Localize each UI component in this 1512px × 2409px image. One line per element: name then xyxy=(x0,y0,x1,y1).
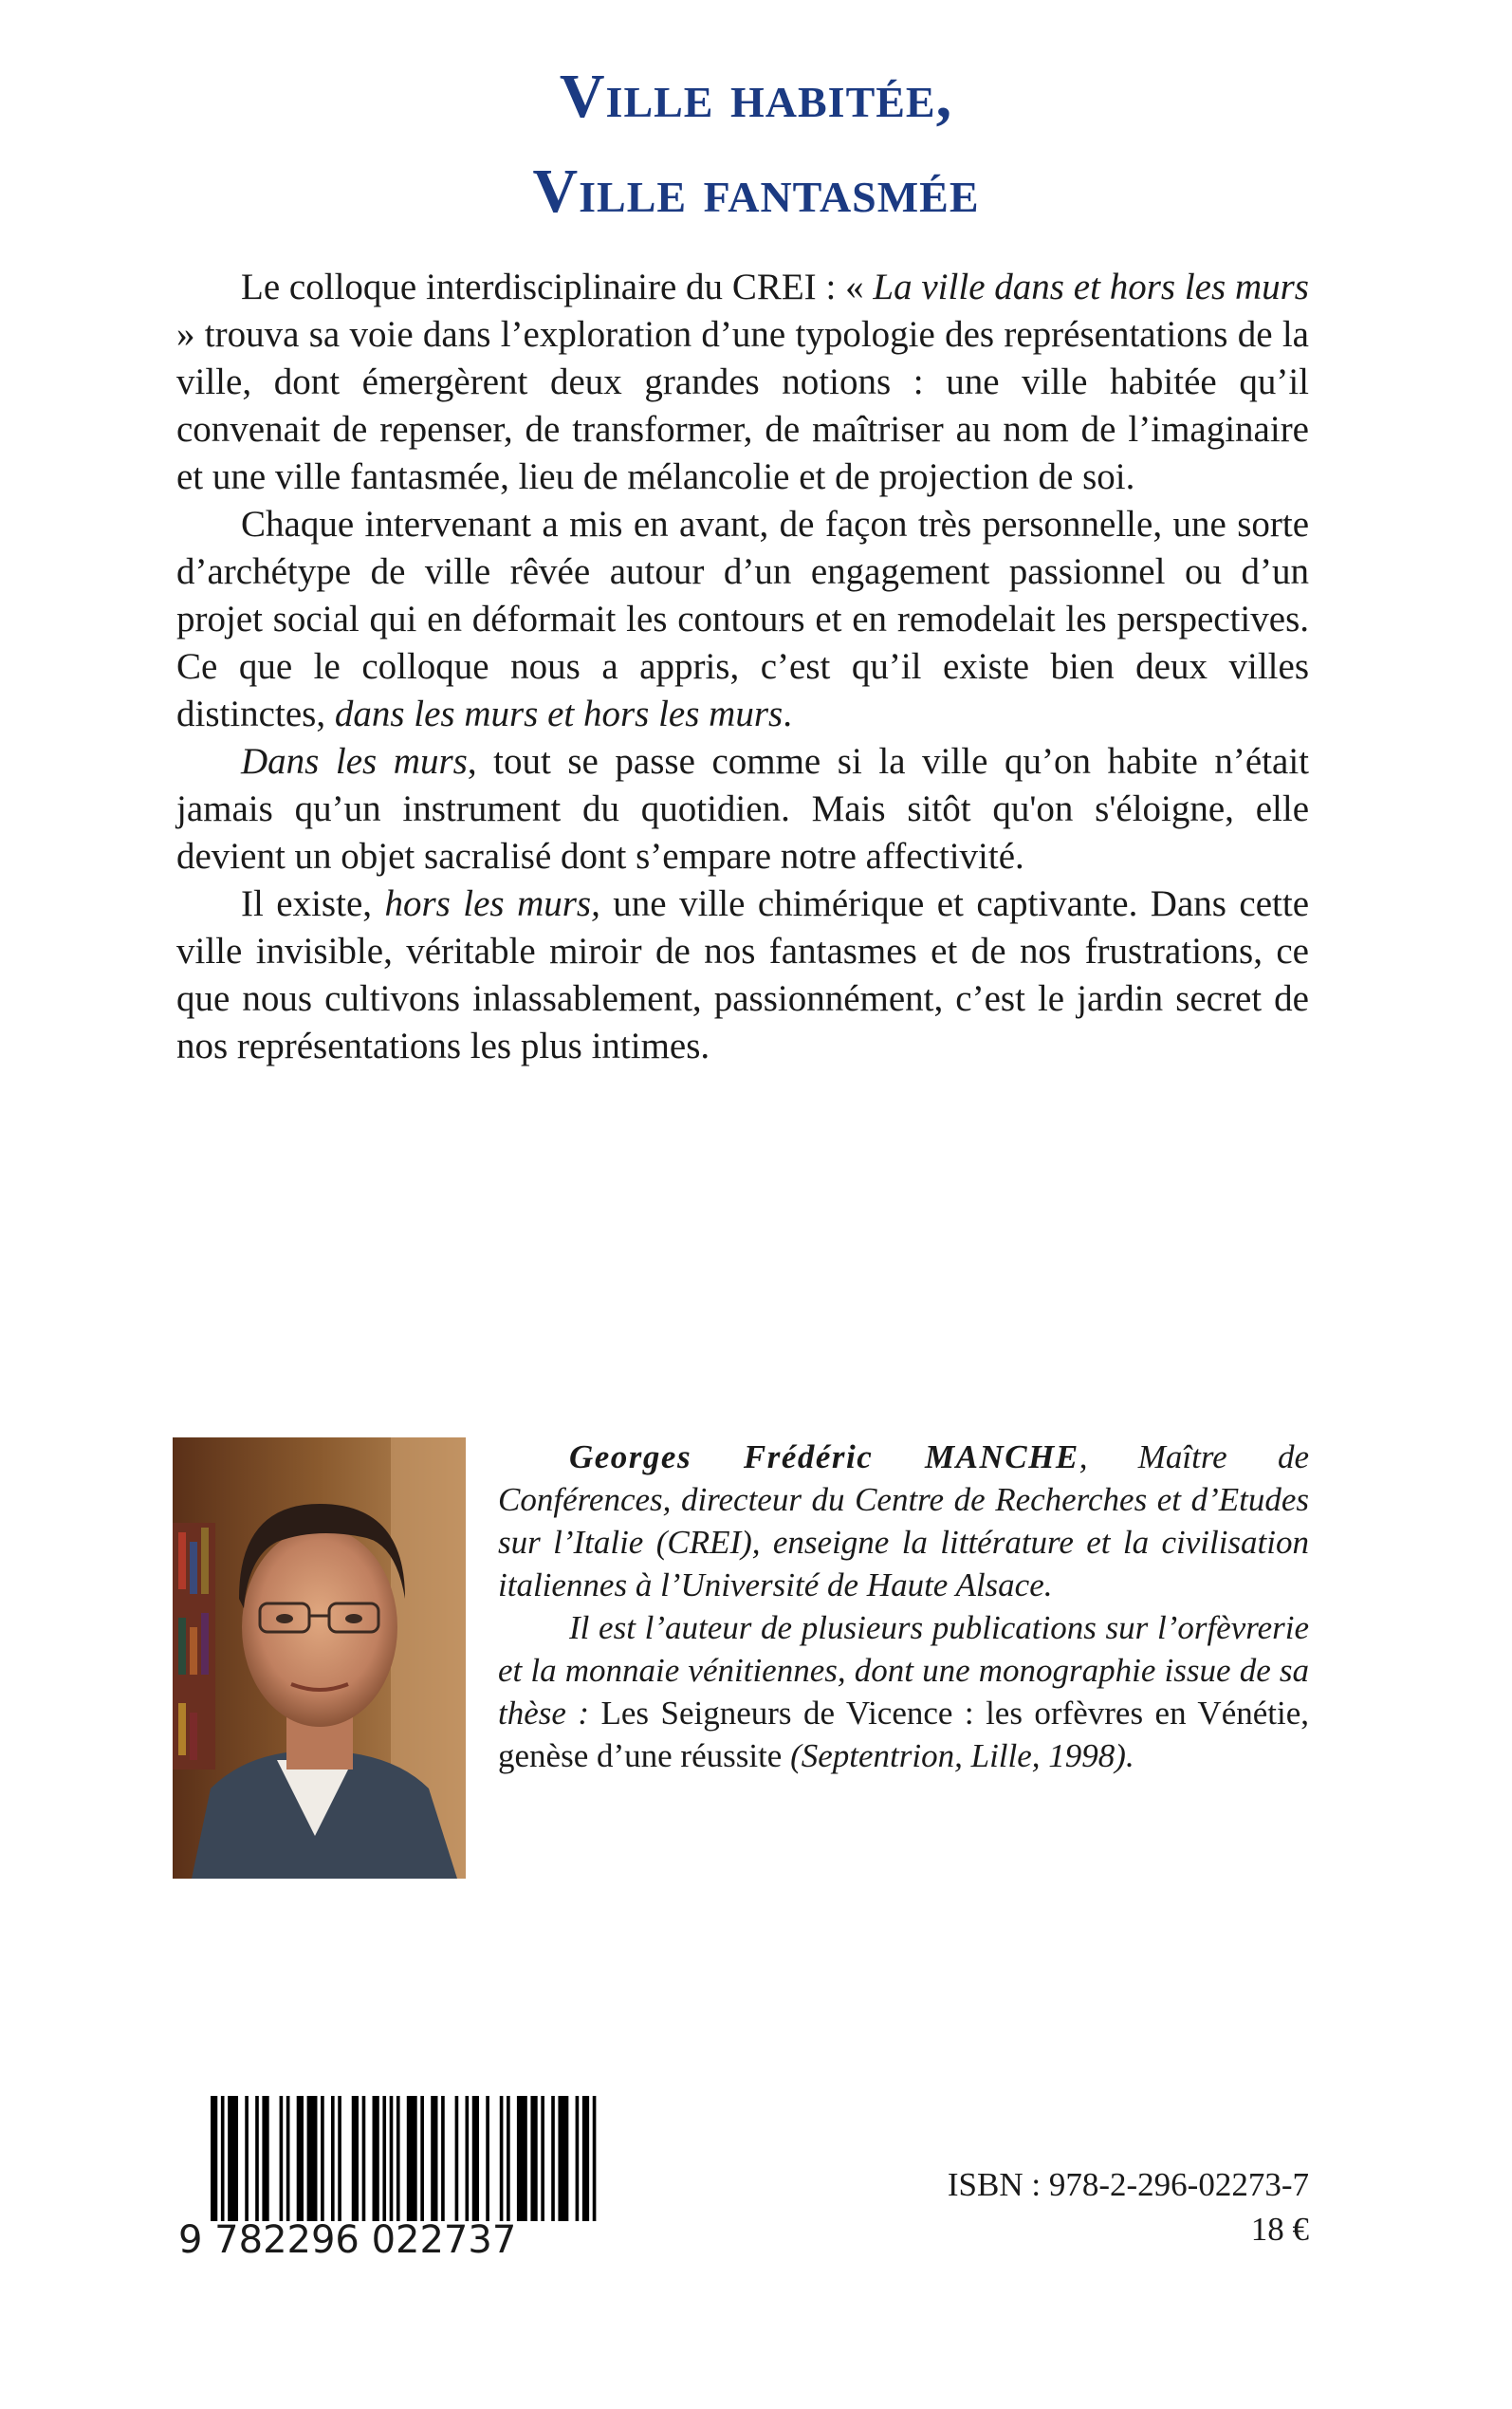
barcode-bar xyxy=(541,2096,544,2221)
barcode-bar xyxy=(593,2096,597,2221)
isbn: ISBN : 978-2-296-02273-7 xyxy=(947,2166,1309,2203)
barcode-bar xyxy=(507,2096,510,2221)
book-reference: Les Seigneurs de Vicence : les orfèvres en Vénétie, genèse d’une réussite xyxy=(498,1695,1310,1774)
italic-span: Dans les murs xyxy=(241,741,468,782)
barcode-bar xyxy=(245,2096,249,2221)
barcode-bar xyxy=(262,2096,268,2221)
barcode-bar xyxy=(472,2096,479,2221)
blurb-paragraph-4 xyxy=(176,880,1309,1070)
barcode-bar xyxy=(576,2096,580,2221)
author-bio xyxy=(498,1436,1309,1777)
barcode-bar xyxy=(551,2096,555,2221)
blurb-paragraph-1 xyxy=(176,264,1309,501)
blurb-paragraph-2 xyxy=(176,501,1309,738)
italic-span: La ville dans et hors les murs xyxy=(873,267,1309,307)
blurb xyxy=(176,264,1309,1070)
barcode-bar xyxy=(486,2096,489,2221)
barcode-bar xyxy=(390,2096,394,2221)
author-photo xyxy=(173,1437,466,1879)
barcode-bar xyxy=(396,2096,400,2221)
blurb-paragraph-3 xyxy=(176,738,1309,880)
title-line-1: Ville habitée, xyxy=(559,62,953,131)
barcode-bar xyxy=(373,2096,379,2221)
barcode-bar xyxy=(286,2096,290,2221)
barcode-bar xyxy=(211,2096,217,2221)
barcode-bar xyxy=(441,2096,445,2221)
barcode-bar xyxy=(500,2096,504,2221)
barcode-bar xyxy=(331,2096,335,2221)
italic-span: dans les murs et hors les murs xyxy=(334,694,784,734)
bio-paragraph-2 xyxy=(498,1606,1309,1777)
barcode-bar xyxy=(407,2096,417,2221)
text-span: Il est l’auteur de plusieurs publications sur l’orfèvrerie et la monnaie vénitiennes, dont une monographie issue de sa thèse : xyxy=(498,1609,1309,1732)
italic-span: hors les murs, xyxy=(384,883,600,924)
text-span: Chaque intervenant a mis en avant, de façon très personnelle, une sorte d’archétype de ville rêvée autour d’un engagement passionnel ou d’un projet social qui en déformait les contours et en remodelait les perspectives. Ce que le colloque nous a appris, c’est qu’il existe bien deux villes distinctes, xyxy=(176,504,1309,734)
text-span: » trouva sa voie dans l’exploration d’une typologie des représentations de la ville, dont émergèrent deux grandes notions : une ville habitée qu’il convenait de repenser, de transformer, de maîtriser au nom de l’imaginaire et une ville fantasmée, lieu de mélancolie et de projection de soi. xyxy=(176,314,1309,497)
barcode-bar xyxy=(362,2096,366,2221)
barcode-bar xyxy=(297,2096,304,2221)
title-line-2: Ville fantasmée xyxy=(532,157,980,226)
barcode-digits: 9 782296 022737 xyxy=(178,2218,517,2262)
barcode xyxy=(211,2096,599,2221)
barcode-bar xyxy=(228,2096,238,2221)
bio-paragraph-1 xyxy=(498,1436,1309,1606)
barcode-bar xyxy=(558,2096,568,2221)
barcode-bar xyxy=(307,2096,318,2221)
barcode-bar xyxy=(530,2096,537,2221)
barcode-bar xyxy=(431,2096,437,2221)
barcode-bar xyxy=(280,2096,284,2221)
barcode-bar xyxy=(321,2096,324,2221)
barcode-bar xyxy=(517,2096,527,2221)
barcode-bar xyxy=(420,2096,424,2221)
text-span: , tout se passe comme si la ville qu’on habite n’était jamais qu’un instrument du quotidien. Mais sitôt qu'on s'éloigne, elle devient un objet sacralisé dont s’empare notre affectivité. xyxy=(176,741,1309,877)
barcode-bar xyxy=(466,2096,470,2221)
text-span: . xyxy=(783,694,792,734)
text-span: Le colloque interdisciplinaire du CREI : « xyxy=(241,267,874,307)
barcode-bar xyxy=(382,2096,386,2221)
barcode-bar xyxy=(255,2096,259,2221)
barcode-bar xyxy=(338,2096,341,2221)
text-span: Il existe, xyxy=(241,883,385,924)
barcode-bar xyxy=(582,2096,589,2221)
price: 18 € xyxy=(1250,2211,1309,2248)
book-title xyxy=(0,49,1512,239)
text-span: (Septentrion, Lille, 1998). xyxy=(782,1737,1134,1774)
barcode-bar xyxy=(221,2096,225,2221)
text-span: , Maître de Conférences, directeur du Centre de Recherches et d’Etudes sur l’Italie (CREI), enseigne la littérature et la civilisation italiennes à l’Université de Haute Alsace. xyxy=(498,1438,1309,1603)
text-span: une ville chimérique et captivante. Dans cette ville invisible, véritable miroir de nos fantasmes et de nos frustrations, ce que nous cultivons inlassablement, passionnément, c’est le jardin secret de nos représentations les plus intimes. xyxy=(176,883,1310,1066)
barcode-bar xyxy=(352,2096,359,2221)
author-name: Georges Frédéric MANCHE xyxy=(569,1438,1079,1475)
barcode-bar xyxy=(455,2096,459,2221)
